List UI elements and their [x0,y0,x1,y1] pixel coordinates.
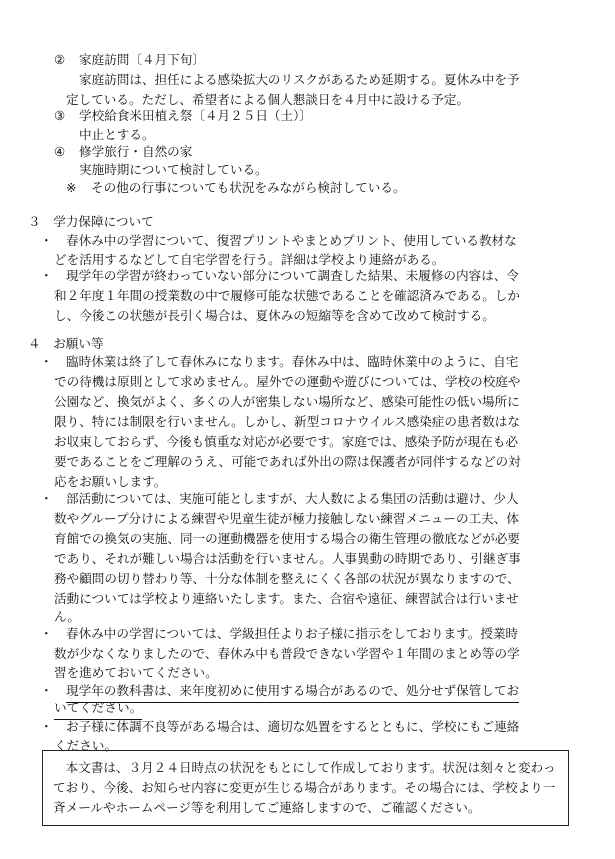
event-number: ② [54,52,66,67]
paragraph-line: ん。 [54,609,80,624]
bullet: ・ [40,683,53,698]
bullet: ・ [40,719,53,734]
event-title: 修学旅行・自然の家 [79,144,193,159]
paragraph-line: での待機は原則として求めません。屋外での運動や遊びについては、学校の校庭や [54,374,521,389]
paragraph-line: 数が少なくなりましたので、春休み中も普段できない学習や１年間のまとめ等の学 [54,646,520,661]
notice-line: 本文書は、３月２４日時点の状況をもとにして作成しております。状況は刻々と変わっ [53,760,556,775]
bullet: ・ [40,626,53,641]
paragraph-line: 応をお願いします。 [54,474,167,489]
notice-line: 斉メールやホームページ等を利用してご連絡しますので、ご確認ください。 [53,800,481,815]
notice-box [42,750,569,826]
paragraph-line: 和２年度１年間の授業数の中で履修可能な状態であることを確認済みである。しか [54,288,520,303]
underlined-line: いてください。 [54,698,142,720]
paragraph-line: お収束しておらず、今後も慎重な対応が必要です。家庭では、感染予防が現在も必 [54,434,518,449]
section-heading: ３ 学力保障について [28,214,154,229]
paragraph-line: どを活用するなどして自宅学習を行う。詳細は学校より連絡がある。 [54,252,445,267]
event-title: 家庭訪問〔４月下旬〕 [79,52,205,67]
paragraph-line: 数やグループ分けによる練習や児童生徒が極力接触しない練習メニューの工夫、体 [54,511,519,526]
paragraph-line: 部活動については、実施可能としますが、大人数による集団の活動は避け、少人 [66,491,519,506]
paragraph-line: 公園など、換気がよく、多くの人が密集しない場所など、感染可能性の低い場所に [54,394,520,409]
event-number: ④ [54,144,66,159]
event-text-line: 実施時期について検討している。 [79,162,268,177]
paragraph-line: 現学年の学習が終わっていない部分について調査した結果、未履修の内容は、令 [66,268,519,283]
paragraph-line: 務や顧問の切り替わり等、十分な体制を整えにくく各部の状況が異なりますので、 [54,571,520,586]
paragraph-line: 春休み中の学習については、学級担任よりお子様に指示をしております。授業時 [66,626,519,641]
bullet: ・ [40,233,53,248]
paragraph-line: 活動については学校より連絡いたします。また、合宿や遠征、練習試合は行いませ [54,591,519,606]
event-text-line: 定している。ただし、希望者による個人懇談日を４月中に設ける予定。 [66,92,469,107]
paragraph-line: 春休み中の学習について、復習プリントやまとめプリント、使用している教材な [66,233,517,248]
note-text: その他の行事についても状況をみながら検討している。 [91,180,406,195]
event-text-line: 中止とする。 [79,127,155,142]
event-title: 学校給食米田植え祭〔４月２５日（土）〕 [79,108,312,123]
paragraph-line: であり、それが難しい場合は活動を行いません。人事異動の時期であり、引継ぎ事 [54,551,521,566]
notice-line: ており、今後、お知らせ内容に変更が生じる場合があります。その場合には、学校より一 [53,780,556,795]
paragraph-line: お子様に体調不良等がある場合は、適切な処置をするとともに、学校にもご連絡 [66,719,520,734]
paragraph-line: ください。 [54,738,117,753]
paragraph-line: 臨時休業は終了して春休みになります。春休み中は、臨時休業中のように、自宅 [66,354,519,369]
paragraph-line: 要であることをご理解のうえ、可能であれば外出の際は保護者が同伴するなどの対 [54,454,521,469]
event-number: ③ [54,108,66,123]
paragraph-line: 限り、特には制限を行いません。しかし、新型コロナウイルス感染症の患者数はな [54,414,520,429]
bullet: ・ [40,354,53,369]
paragraph-line: 育館での換気の実施、同一の運動機器を使用する場合の衛生管理の徹底などが必要 [54,531,520,546]
paragraph-line: し、今後この状態が長引く場合は、夏休みの短縮等を含めて改めて検討する。 [54,308,495,323]
underlined-line: 現学年の教科書は、来年度初めに使用する場合があるので、処分せず保管してお [66,681,519,703]
bullet: ・ [40,491,53,506]
paragraph-line: 習を進めておいてください。 [54,665,218,680]
bullet: ・ [40,268,53,283]
section-heading: ４ お願い等 [28,336,104,351]
note-mark: ※ [66,180,77,195]
event-text-line: 家庭訪問は、担任による感染拡大のリスクがあるため延期する。夏休み中を予 [79,72,520,87]
